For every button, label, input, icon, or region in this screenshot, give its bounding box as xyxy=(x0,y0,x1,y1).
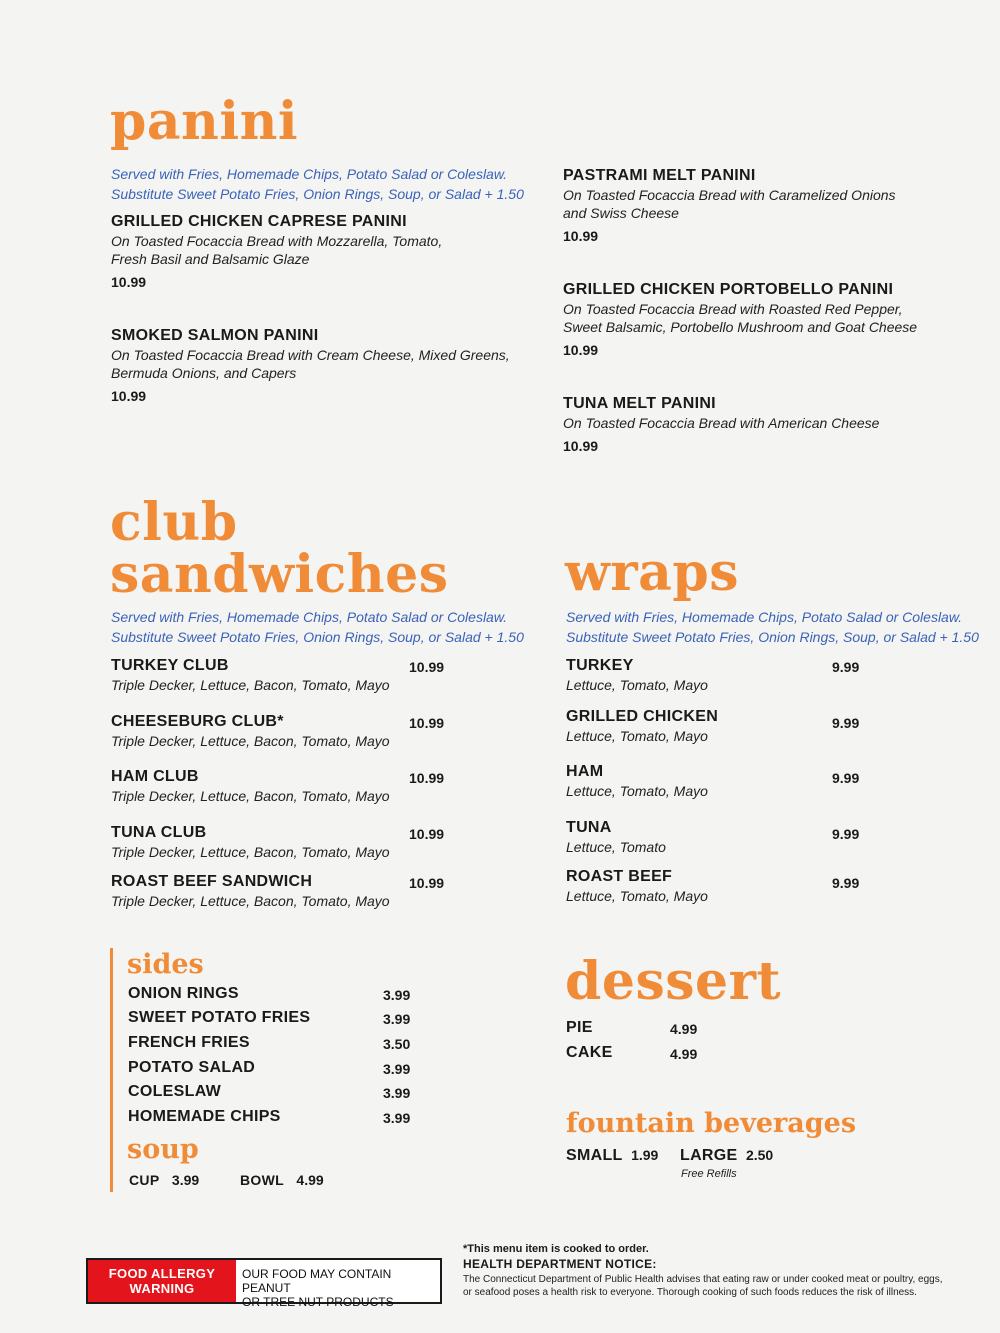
beverages-heading: fountain beverages xyxy=(566,1108,857,1139)
item-name: ONION RINGS xyxy=(128,985,239,1002)
item-price: 3.99 xyxy=(383,987,411,1003)
item-desc: Triple Decker, Lettuce, Bacon, Tomato, Mayo xyxy=(111,844,390,860)
soup-cup-price: 3.99 xyxy=(171,1172,200,1188)
beverage-large xyxy=(680,1146,773,1166)
item-desc: Triple Decker, Lettuce, Bacon, Tomato, Mayo xyxy=(111,893,390,909)
panini-item xyxy=(111,212,531,290)
side-item xyxy=(128,1033,418,1055)
item-price: 4.99 xyxy=(670,1046,698,1062)
item-price: 3.99 xyxy=(383,1110,411,1126)
dessert-item xyxy=(566,1018,766,1038)
allergy-text-line2: OR TREE NUT PRODUCTS xyxy=(242,1295,394,1309)
item-price: 10.99 xyxy=(563,342,599,358)
item-name: SWEET POTATO FRIES xyxy=(128,1009,311,1026)
item-price: 9.99 xyxy=(832,770,860,786)
item-price: 10.99 xyxy=(409,770,445,786)
panini-item xyxy=(563,280,983,358)
panini-item xyxy=(111,326,531,404)
health-notice-title: HEALTH DEPARTMENT NOTICE: xyxy=(463,1257,657,1271)
item-desc: On Toasted Focaccia Bread with Cream Cheese, Mixed Greens, xyxy=(111,347,510,363)
item-price: 10.99 xyxy=(111,388,147,404)
item-desc: Lettuce, Tomato, Mayo xyxy=(566,783,708,799)
item-price: 10.99 xyxy=(409,715,445,731)
panini-note-line2: Substitute Sweet Potato Fries, Onion Rings, Soup, or Salad + 1.50 xyxy=(111,186,524,202)
item-name: GRILLED CHICKEN PORTOBELLO PANINI xyxy=(563,281,894,298)
item-name: COLESLAW xyxy=(128,1083,222,1100)
club-item xyxy=(111,767,451,805)
item-desc: Fresh Basil and Balsamic Glaze xyxy=(111,251,310,267)
allergy-warning-text xyxy=(236,1260,440,1309)
beverage-small-label: SMALL xyxy=(566,1147,623,1164)
item-name: ROAST BEEF SANDWICH xyxy=(111,873,313,890)
item-name: CAKE xyxy=(566,1044,613,1061)
soup-heading: soup xyxy=(127,1134,199,1165)
beverage-large-label: LARGE xyxy=(680,1147,738,1164)
item-name: TUNA xyxy=(566,819,612,836)
allergy-label-line1: FOOD ALLERGY xyxy=(108,1266,216,1281)
item-desc: On Toasted Focaccia Bread with Mozzarella, Tomato, xyxy=(111,233,443,249)
soup-bowl-price: 4.99 xyxy=(296,1172,324,1188)
item-price: 3.50 xyxy=(383,1036,411,1052)
item-price: 9.99 xyxy=(832,826,860,842)
item-desc: On Toasted Focaccia Bread with Caramelized Onions xyxy=(563,187,896,203)
club-item xyxy=(111,872,451,910)
panini-note xyxy=(111,164,524,204)
club-heading-line1: club xyxy=(110,492,238,553)
wraps-heading: wraps xyxy=(565,542,739,603)
allergy-warning-label xyxy=(88,1260,236,1302)
item-name: TUNA MELT PANINI xyxy=(563,395,716,412)
panini-heading: panini xyxy=(110,91,299,152)
item-desc: On Toasted Focaccia Bread with American Cheese xyxy=(563,415,880,431)
item-name: TURKEY xyxy=(566,657,634,674)
wrap-item xyxy=(566,818,886,856)
item-price: 10.99 xyxy=(563,228,599,244)
item-name: CHEESEBURG CLUB* xyxy=(111,713,284,730)
dessert-heading: dessert xyxy=(565,951,781,1012)
item-price: 10.99 xyxy=(111,274,147,290)
side-item xyxy=(128,984,418,1006)
item-name: FRENCH FRIES xyxy=(128,1034,250,1051)
item-name: GRILLED CHICKEN xyxy=(566,708,719,725)
item-price: 3.99 xyxy=(383,1011,411,1027)
item-desc: Triple Decker, Lettuce, Bacon, Tomato, Mayo xyxy=(111,677,390,693)
item-desc: Bermuda Onions, and Capers xyxy=(111,365,297,381)
food-allergy-warning xyxy=(86,1258,442,1309)
allergy-label-line2: WARNING xyxy=(129,1281,195,1296)
item-name: HOMEMADE CHIPS xyxy=(128,1108,281,1125)
cooked-to-order-note: *This menu item is cooked to order. xyxy=(463,1243,649,1255)
club-note xyxy=(111,607,524,647)
item-name: TURKEY CLUB xyxy=(111,657,229,674)
item-name: SMOKED SALMON PANINI xyxy=(111,327,319,344)
item-name: HAM CLUB xyxy=(111,768,199,785)
item-price: 9.99 xyxy=(832,715,860,731)
item-name: PASTRAMI MELT PANINI xyxy=(563,167,756,184)
item-price: 10.99 xyxy=(563,438,599,454)
wraps-note xyxy=(566,607,979,647)
health-notice-line1: The Connecticut Department of Public Health advises that eating raw or under cooked meat or poultry, eggs, xyxy=(463,1274,943,1285)
side-item xyxy=(128,1082,418,1104)
item-desc: Triple Decker, Lettuce, Bacon, Tomato, Mayo xyxy=(111,733,390,749)
side-item xyxy=(128,1058,418,1080)
item-desc: Lettuce, Tomato, Mayo xyxy=(566,888,708,904)
wrap-item xyxy=(566,762,886,800)
beverage-small-price: 1.99 xyxy=(631,1147,659,1163)
panini-item xyxy=(563,394,983,454)
club-note-line2: Substitute Sweet Potato Fries, Onion Rings, Soup, or Salad + 1.50 xyxy=(111,629,524,645)
item-price: 10.99 xyxy=(409,659,445,675)
wraps-note-line1: Served with Fries, Homemade Chips, Potato Salad or Coleslaw. xyxy=(566,609,963,625)
soup-bowl xyxy=(240,1170,324,1190)
side-item xyxy=(128,1008,418,1030)
item-name: PIE xyxy=(566,1019,593,1036)
item-price: 9.99 xyxy=(832,875,860,891)
item-desc: Triple Decker, Lettuce, Bacon, Tomato, Mayo xyxy=(111,788,390,804)
club-item xyxy=(111,712,451,750)
health-notice xyxy=(463,1243,963,1299)
sides-heading: sides xyxy=(127,949,204,980)
soup-cup xyxy=(129,1170,199,1190)
item-price: 9.99 xyxy=(832,659,860,675)
soup-cup-label: CUP xyxy=(129,1172,160,1188)
item-name: POTATO SALAD xyxy=(128,1059,256,1076)
club-heading-line2: sandwiches xyxy=(110,544,449,605)
allergy-text-line1: OUR FOOD MAY CONTAIN PEANUT xyxy=(242,1267,392,1295)
wrap-item xyxy=(566,707,886,745)
item-price: 4.99 xyxy=(670,1021,698,1037)
item-desc: Lettuce, Tomato xyxy=(566,839,666,855)
beverage-small xyxy=(566,1146,658,1166)
item-desc: and Swiss Cheese xyxy=(563,205,679,221)
sides-accent-bar xyxy=(110,948,113,1192)
item-price: 3.99 xyxy=(383,1085,411,1101)
club-item xyxy=(111,656,451,694)
wraps-note-line2: Substitute Sweet Potato Fries, Onion Rings, Soup, or Salad + 1.50 xyxy=(566,629,979,645)
health-notice-line2: or seafood poses a health risk to everyone. Thorough cooking of such foods reduces the risk of illness. xyxy=(463,1287,917,1298)
panini-item xyxy=(563,166,983,244)
club-note-line1: Served with Fries, Homemade Chips, Potato Salad or Coleslaw. xyxy=(111,609,508,625)
item-name: HAM xyxy=(566,763,604,780)
item-price: 10.99 xyxy=(409,826,445,842)
club-sandwiches-heading xyxy=(110,492,449,605)
side-item xyxy=(128,1107,418,1129)
item-price: 10.99 xyxy=(409,875,445,891)
dessert-item xyxy=(566,1043,766,1063)
item-desc: Sweet Balsamic, Portobello Mushroom and Goat Cheese xyxy=(563,319,918,335)
club-item xyxy=(111,823,451,861)
item-price: 3.99 xyxy=(383,1061,411,1077)
beverage-large-price: 2.50 xyxy=(745,1147,774,1163)
soup-bowl-label: BOWL xyxy=(240,1172,284,1188)
wrap-item xyxy=(566,656,886,694)
item-name: GRILLED CHICKEN CAPRESE PANINI xyxy=(111,213,407,230)
item-name: ROAST BEEF xyxy=(566,868,673,885)
item-name: TUNA CLUB xyxy=(111,824,207,841)
panini-note-line1: Served with Fries, Homemade Chips, Potato Salad or Coleslaw. xyxy=(111,166,508,182)
wrap-item xyxy=(566,867,886,905)
item-desc: On Toasted Focaccia Bread with Roasted Red Pepper, xyxy=(563,301,903,317)
item-desc: Lettuce, Tomato, Mayo xyxy=(566,677,708,693)
item-desc: Lettuce, Tomato, Mayo xyxy=(566,728,708,744)
free-refills-note: Free Refills xyxy=(681,1168,737,1180)
